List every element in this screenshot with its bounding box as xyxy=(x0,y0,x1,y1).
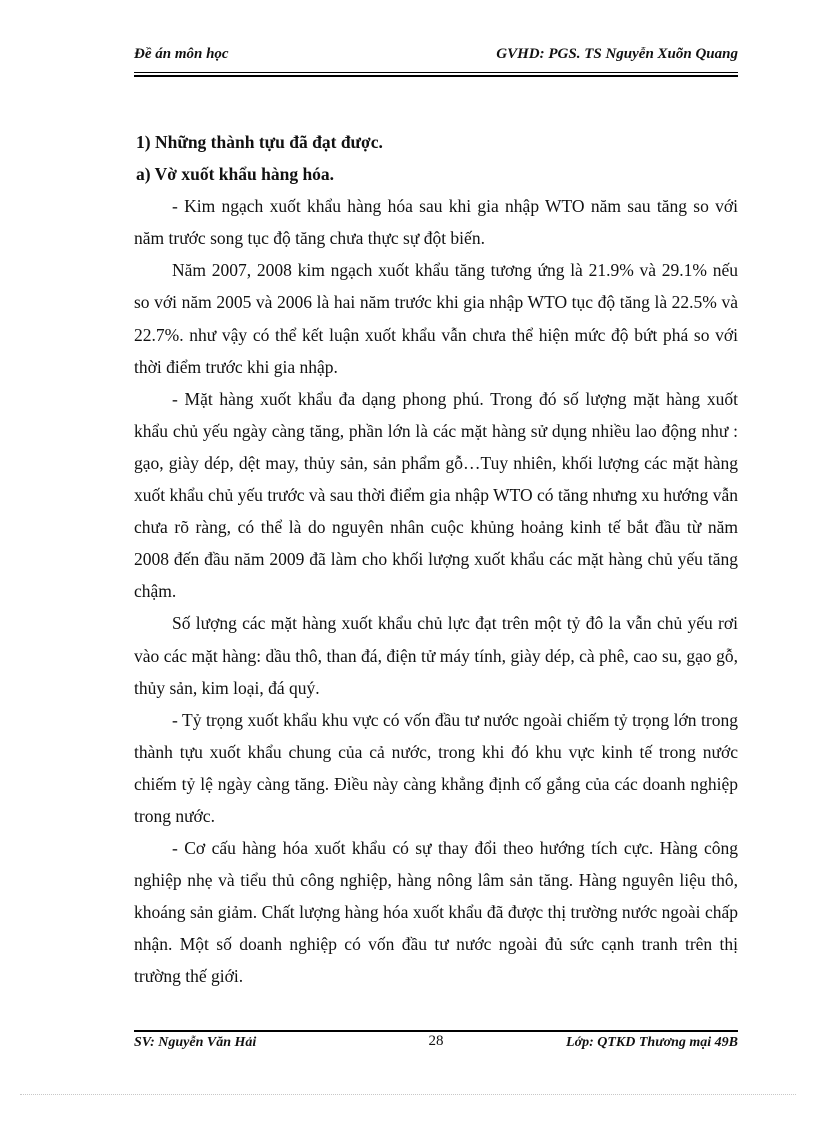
page-number: 28 xyxy=(428,1033,444,1049)
footer-divider xyxy=(134,1030,738,1032)
paragraph-4: Số lượng các mặt hàng xuốt khẩu chủ lực đạt trên một tỷ đô la vẫn chủ yếu rơi vào các mặt hàng: dầu thô, than đá, điện tử máy tính, giày dép, cà phê, cao su, gạo gỗ, thủy sản, kim loại, đá quý. xyxy=(134,613,738,698)
subsection-heading: a) Vờ xuốt khẩu hàng hóa. xyxy=(136,164,335,185)
page-footer xyxy=(134,1033,738,1057)
page-header xyxy=(134,44,738,68)
paragraph-2: Năm 2007, 2008 kim ngạch xuốt khẩu tăng tương ứng là 21.9% và 29.1% nếu so với năm 2005 và 2006 là hai năm trước khi gia nhập WTO tục độ tăng là 22.5% và 22.7%. như vậy có thể kết luận xuốt khẩu vẫn chưa thể hiện mức độ bứt phá so với thời điểm trước khi gia nhập. xyxy=(134,260,738,377)
page-edge-line xyxy=(20,1094,796,1095)
section-heading: 1) Những thành tựu đã đạt được. xyxy=(136,132,383,152)
document-body xyxy=(134,126,738,993)
paragraph-6: - Cơ cấu hàng hóa xuốt khẩu có sự thay đổi theo hướng tích cực. Hàng công nghiệp nhẹ và tiểu thủ công nghiệp, hàng nông lâm sản tăng. Hàng nguyên liệu thô, khoáng sản giảm. Chất lượng hàng hóa xuốt khẩu đã được thị trường nước ngoài chấp nhận. Một số doanh nghiệp có vốn đầu tư nước ngoài đủ sức cạnh tranh trên thị trường thế giới. xyxy=(134,838,738,987)
header-divider-thick xyxy=(134,75,738,77)
paragraph-3: - Mặt hàng xuốt khẩu đa dạng phong phú. Trong đó số lượng mặt hàng xuốt khẩu chủ yếu ngày càng tăng, phần lớn là các mặt hàng sử dụng nhiều lao động như : gạo, giày dép, dệt may, thủy sản, sản phẩm gỗ…Tuy nhiên, khối lượng các mặt hàng xuốt khẩu chủ yếu trước và sau thời điểm gia nhập WTO có tăng nhưng xu hướng vẫn chưa rõ ràng, có thể là do nguyên nhân cuộc khủng hoảng kinh tế bắt đầu từ năm 2008 đến đầu năm 2009 đã làm cho khối lượng xuốt khẩu các mặt hàng chủ yếu tăng chậm. xyxy=(134,388,738,602)
header-divider-thin xyxy=(134,72,738,73)
paragraph-1: - Kim ngạch xuốt khẩu hàng hóa sau khi gia nhập WTO năm sau tăng so với năm trước song tục độ tăng chưa thực sự đột biến. xyxy=(134,196,738,249)
header-supervisor: GVHD: PGS. TS Nguyễn Xuõn Quang xyxy=(496,46,738,62)
header-course-title: Đề án môn học xyxy=(134,46,229,62)
footer-class-name: Lớp: QTKD Thương mại 49B xyxy=(566,1035,738,1050)
footer-student-name: SV: Nguyễn Văn Hải xyxy=(134,1035,257,1050)
paragraph-5: - Tỷ trọng xuốt khẩu khu vực có vốn đầu tư nước ngoài chiếm tỷ trọng lớn trong thành tựu xuốt khẩu chung của cả nước, trong khi đó khu vực kinh tế trong nước chiếm tỷ lệ ngày càng tăng. Điều này càng khẳng định cố gắng của các doanh nghiệp trong nước. xyxy=(134,709,738,826)
